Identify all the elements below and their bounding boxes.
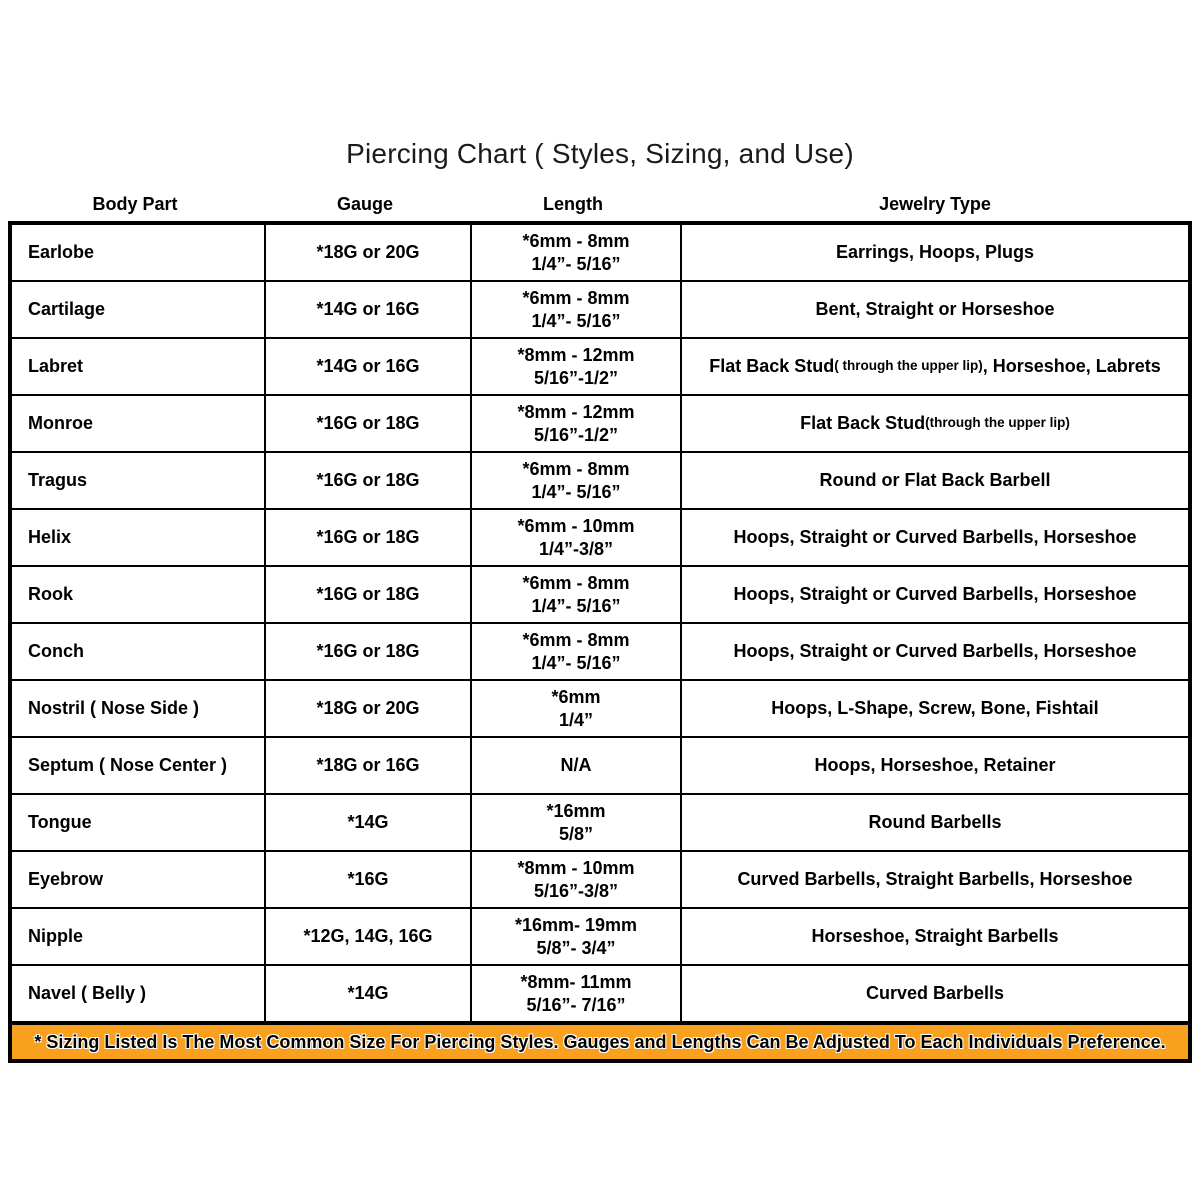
body-part-cell: Labret (12, 339, 266, 394)
jewelry-cell (682, 396, 1188, 451)
length-cell (472, 567, 682, 622)
body-part-cell: Eyebrow (12, 852, 266, 907)
gauge-cell: *16G or 18G (266, 396, 472, 451)
length-cell (472, 738, 682, 793)
length-line: *16mm- 19mm (514, 915, 638, 935)
body-part-cell: Earlobe (12, 225, 266, 280)
body-part-cell: Monroe (12, 396, 266, 451)
jewelry-cell (682, 225, 1188, 280)
table-row (12, 909, 1188, 966)
length-line: 1/4”- 5/16” (531, 595, 621, 616)
length-line: 1/4”- 5/16” (531, 310, 621, 331)
body-part-cell: Nipple (12, 909, 266, 964)
column-header-body-part: Body Part (92, 194, 178, 214)
length-line: *16mm (546, 801, 606, 821)
length-cell (472, 852, 682, 907)
table-row (12, 738, 1188, 795)
table-row (12, 339, 1188, 396)
jewelry-text: , Horseshoe, Labrets (982, 356, 1161, 377)
length-cell (472, 624, 682, 679)
column-header-jewelry-type: Jewelry Type (879, 194, 991, 214)
jewelry-cell (682, 738, 1188, 793)
table-body (12, 225, 1188, 1023)
jewelry-cell (682, 624, 1188, 679)
table-row (12, 852, 1188, 909)
body-part-cell: Nostril ( Nose Side ) (12, 681, 266, 736)
jewelry-text: Flat Back Stud (709, 356, 835, 377)
jewelry-cell (682, 681, 1188, 736)
length-line: 5/16”-3/8” (533, 880, 619, 901)
gauge-cell: *18G or 16G (266, 738, 472, 793)
jewelry-cell (682, 339, 1188, 394)
column-header-row (8, 194, 1192, 215)
body-part-cell: Helix (12, 510, 266, 565)
length-line: *8mm - 10mm (517, 858, 635, 878)
gauge-cell: *16G or 18G (266, 624, 472, 679)
length-line: *6mm - 8mm (522, 459, 630, 479)
gauge-cell: *16G or 18G (266, 510, 472, 565)
footer-note (12, 1023, 1188, 1059)
table-row (12, 396, 1188, 453)
page-title: Piercing Chart ( Styles, Sizing, and Use) (346, 138, 854, 169)
jewelry-cell (682, 852, 1188, 907)
length-line: *8mm- 11mm (520, 972, 632, 992)
jewelry-text: Earrings, Hoops, Plugs (835, 242, 1035, 263)
jewelry-cell (682, 282, 1188, 337)
jewelry-text: Curved Barbells, Straight Barbells, Horseshoe (737, 869, 1133, 890)
length-cell (472, 396, 682, 451)
length-cell (472, 966, 682, 1021)
length-line: *6mm - 10mm (517, 516, 635, 536)
jewelry-text: Horseshoe, Straight Barbells (811, 926, 1059, 947)
length-line: *8mm - 12mm (517, 345, 635, 365)
length-cell (472, 909, 682, 964)
gauge-cell: *16G (266, 852, 472, 907)
gauge-cell: *16G or 18G (266, 567, 472, 622)
length-cell (472, 453, 682, 508)
length-line: *6mm - 8mm (522, 630, 630, 650)
length-cell (472, 282, 682, 337)
length-line: *6mm (551, 687, 601, 707)
jewelry-text: Hoops, Straight or Curved Barbells, Horseshoe (733, 527, 1137, 548)
length-line: 1/4”- 5/16” (531, 652, 621, 673)
body-part-cell: Conch (12, 624, 266, 679)
length-line: 1/4”- 5/16” (531, 481, 621, 502)
jewelry-cell (682, 795, 1188, 850)
table-row (12, 624, 1188, 681)
length-line: 5/8”- 3/4” (536, 937, 616, 958)
jewelry-cell (682, 966, 1188, 1021)
length-cell (472, 510, 682, 565)
length-cell (472, 339, 682, 394)
length-cell (472, 795, 682, 850)
table-row (12, 966, 1188, 1023)
jewelry-text: Hoops, Straight or Curved Barbells, Horseshoe (733, 641, 1137, 662)
jewelry-cell (682, 510, 1188, 565)
jewelry-text: Curved Barbells (865, 983, 1005, 1004)
gauge-cell: *16G or 18G (266, 453, 472, 508)
column-header-length: Length (543, 194, 603, 214)
length-line: 1/4”- 5/16” (531, 253, 621, 274)
length-line: 1/4” (558, 709, 594, 730)
length-line: *6mm - 8mm (522, 288, 630, 308)
gauge-cell: *18G or 20G (266, 681, 472, 736)
body-part-cell: Tragus (12, 453, 266, 508)
length-line: N/A (560, 755, 592, 776)
length-line: 5/8” (558, 823, 594, 844)
length-line: 5/16”-1/2” (533, 424, 619, 445)
gauge-cell: *12G, 14G, 16G (266, 909, 472, 964)
footer-note-text: * Sizing Listed Is The Most Common Size For Piercing Styles. Gauges and Lengths Can Be Adjusted To Each Individuals Preference. (34, 1031, 1166, 1052)
jewelry-text: Round Barbells (868, 812, 1002, 833)
jewelry-text: Hoops, Horseshoe, Retainer (814, 755, 1056, 776)
body-part-cell: Tongue (12, 795, 266, 850)
table-row (12, 453, 1188, 510)
jewelry-text: Hoops, Straight or Curved Barbells, Horseshoe (733, 584, 1137, 605)
length-line: 5/16”- 7/16” (526, 994, 626, 1015)
table-row (12, 681, 1188, 738)
body-part-cell: Rook (12, 567, 266, 622)
gauge-cell: *14G or 16G (266, 339, 472, 394)
body-part-cell: Cartilage (12, 282, 266, 337)
length-line: *8mm - 12mm (517, 402, 635, 422)
table-row (12, 225, 1188, 282)
length-line: 1/4”-3/8” (538, 538, 614, 559)
jewelry-text: Hoops, L-Shape, Screw, Bone, Fishtail (771, 698, 1099, 719)
table-row (12, 510, 1188, 567)
jewelry-text: (through the upper lip) (925, 415, 1070, 431)
table-row (12, 567, 1188, 624)
jewelry-cell (682, 567, 1188, 622)
length-line: *6mm - 8mm (522, 231, 630, 251)
jewelry-cell (682, 909, 1188, 964)
gauge-cell: *14G (266, 795, 472, 850)
jewelry-text: ( through the upper lip) (834, 358, 983, 374)
table-row (12, 795, 1188, 852)
piercing-table (8, 221, 1192, 1063)
jewelry-text: Flat Back Stud (800, 413, 926, 434)
jewelry-text: Bent, Straight or Horseshoe (815, 299, 1055, 320)
gauge-cell: *14G (266, 966, 472, 1021)
table-row (12, 282, 1188, 339)
body-part-cell: Septum ( Nose Center ) (12, 738, 266, 793)
length-cell (472, 681, 682, 736)
jewelry-text: Round or Flat Back Barbell (819, 470, 1051, 491)
column-header-gauge: Gauge (336, 194, 393, 214)
jewelry-cell (682, 453, 1188, 508)
length-cell (472, 225, 682, 280)
gauge-cell: *18G or 20G (266, 225, 472, 280)
gauge-cell: *14G or 16G (266, 282, 472, 337)
length-line: *6mm - 8mm (522, 573, 630, 593)
length-line: 5/16”-1/2” (533, 367, 619, 388)
body-part-cell: Navel ( Belly ) (12, 966, 266, 1021)
